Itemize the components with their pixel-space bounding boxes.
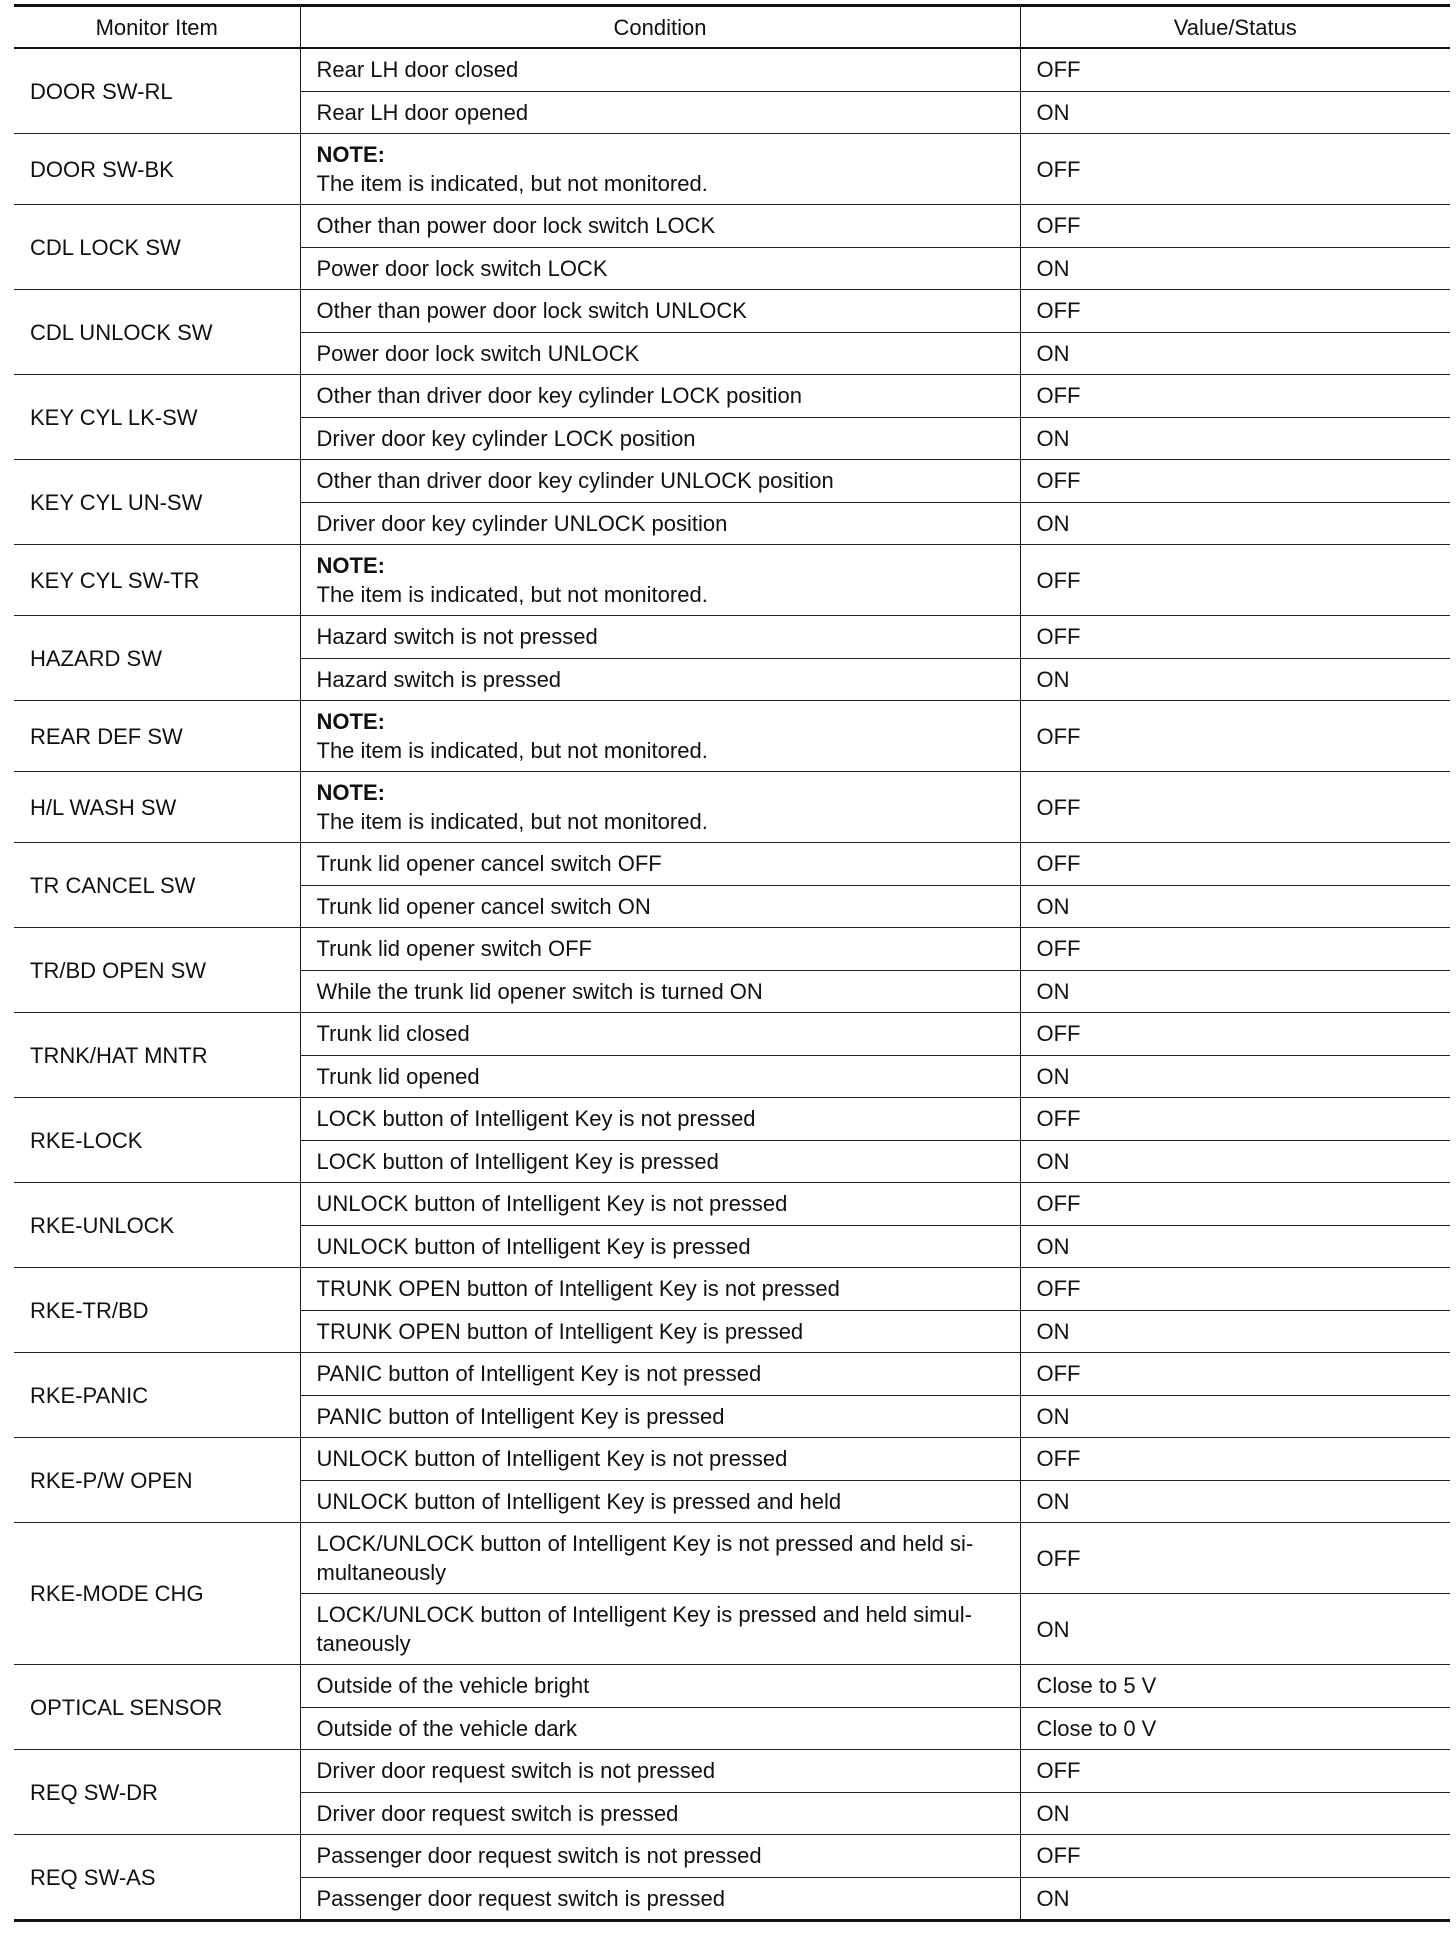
note-label: NOTE:	[316, 142, 385, 167]
table-row	[14, 1665, 1450, 1708]
note-text: The item is indicated, but not monitored.	[316, 738, 708, 763]
condition-cell: PANIC button of Intelligent Key is pressed	[300, 1395, 1020, 1438]
monitor-item-table	[14, 4, 1450, 1922]
table-row	[14, 928, 1450, 971]
monitor-item-cell: DOOR SW-RL	[14, 48, 300, 134]
monitor-item-cell: REQ SW-AS	[14, 1835, 300, 1921]
value-cell: OFF	[1020, 545, 1450, 616]
monitor-item-cell: RKE-P/W OPEN	[14, 1438, 300, 1523]
condition-cell: LOCK/UNLOCK button of Intelligent Key is not pressed and held si- multaneously	[300, 1523, 1020, 1594]
table-body	[14, 48, 1450, 1921]
monitor-item-cell: DOOR SW-BK	[14, 134, 300, 205]
value-cell: OFF	[1020, 1268, 1450, 1311]
monitor-item-cell: CDL UNLOCK SW	[14, 290, 300, 375]
table-row	[14, 1183, 1450, 1226]
monitor-item-cell: RKE-PANIC	[14, 1353, 300, 1438]
value-cell: ON	[1020, 970, 1450, 1013]
note-text: The item is indicated, but not monitored.	[316, 809, 708, 834]
value-cell: ON	[1020, 1594, 1450, 1665]
value-cell: OFF	[1020, 1438, 1450, 1481]
table-row	[14, 1268, 1450, 1311]
table-row	[14, 772, 1450, 843]
condition-cell: Other than power door lock switch UNLOCK	[300, 290, 1020, 333]
table-row	[14, 545, 1450, 616]
condition-cell: UNLOCK button of Intelligent Key is pressed	[300, 1225, 1020, 1268]
condition-cell: PANIC button of Intelligent Key is not pressed	[300, 1353, 1020, 1396]
value-cell: OFF	[1020, 375, 1450, 418]
table-row	[14, 701, 1450, 772]
table-row	[14, 1438, 1450, 1481]
value-cell: OFF	[1020, 701, 1450, 772]
value-cell: ON	[1020, 91, 1450, 134]
value-cell: OFF	[1020, 772, 1450, 843]
value-cell: ON	[1020, 1225, 1450, 1268]
table-row	[14, 290, 1450, 333]
value-cell: ON	[1020, 1395, 1450, 1438]
value-cell: ON	[1020, 1877, 1450, 1921]
table-header	[14, 6, 1450, 49]
monitor-item-cell: TR CANCEL SW	[14, 843, 300, 928]
condition-cell: Rear LH door closed	[300, 48, 1020, 91]
monitor-item-cell: KEY CYL UN-SW	[14, 460, 300, 545]
monitor-item-cell: KEY CYL SW-TR	[14, 545, 300, 616]
value-cell: ON	[1020, 332, 1450, 375]
table-row	[14, 1098, 1450, 1141]
note-text: The item is indicated, but not monitored.	[316, 582, 708, 607]
table-row	[14, 205, 1450, 248]
value-cell: OFF	[1020, 1183, 1450, 1226]
table-row	[14, 843, 1450, 886]
table-row	[14, 375, 1450, 418]
value-cell: OFF	[1020, 928, 1450, 971]
value-cell: ON	[1020, 658, 1450, 701]
condition-cell: Passenger door request switch is pressed	[300, 1877, 1020, 1921]
table-row	[14, 1835, 1450, 1878]
monitor-item-cell: REQ SW-DR	[14, 1750, 300, 1835]
value-cell: ON	[1020, 885, 1450, 928]
monitor-item-cell: REAR DEF SW	[14, 701, 300, 772]
note-cell	[300, 134, 1020, 205]
value-cell: ON	[1020, 417, 1450, 460]
header-condition: Condition	[300, 6, 1020, 49]
condition-cell: LOCK/UNLOCK button of Intelligent Key is pressed and held simul- taneously	[300, 1594, 1020, 1665]
monitor-item-cell: KEY CYL LK-SW	[14, 375, 300, 460]
value-cell: OFF	[1020, 205, 1450, 248]
value-cell: ON	[1020, 1055, 1450, 1098]
monitor-item-cell: TR/BD OPEN SW	[14, 928, 300, 1013]
monitor-item-cell: OPTICAL SENSOR	[14, 1665, 300, 1750]
condition-cell: Trunk lid opened	[300, 1055, 1020, 1098]
value-cell: OFF	[1020, 1353, 1450, 1396]
table-row	[14, 134, 1450, 205]
monitor-item-cell: RKE-LOCK	[14, 1098, 300, 1183]
table-row	[14, 616, 1450, 659]
table-row	[14, 1523, 1450, 1594]
condition-cell: Trunk lid opener cancel switch ON	[300, 885, 1020, 928]
table-row	[14, 48, 1450, 91]
table-row	[14, 460, 1450, 503]
condition-cell: LOCK button of Intelligent Key is not pressed	[300, 1098, 1020, 1141]
value-cell: OFF	[1020, 134, 1450, 205]
value-cell: ON	[1020, 1480, 1450, 1523]
value-cell: OFF	[1020, 460, 1450, 503]
note-cell	[300, 701, 1020, 772]
condition-cell: Driver door key cylinder UNLOCK position	[300, 502, 1020, 545]
header-value-status: Value/Status	[1020, 6, 1450, 49]
note-cell	[300, 545, 1020, 616]
monitor-item-cell: CDL LOCK SW	[14, 205, 300, 290]
condition-cell: Outside of the vehicle dark	[300, 1707, 1020, 1750]
condition-cell: Outside of the vehicle bright	[300, 1665, 1020, 1708]
value-cell: ON	[1020, 502, 1450, 545]
value-cell: OFF	[1020, 1013, 1450, 1056]
condition-cell: Other than power door lock switch LOCK	[300, 205, 1020, 248]
table-row	[14, 1750, 1450, 1793]
value-cell: OFF	[1020, 1835, 1450, 1878]
value-cell: ON	[1020, 1140, 1450, 1183]
table-row	[14, 1013, 1450, 1056]
value-cell: OFF	[1020, 1523, 1450, 1594]
condition-cell: LOCK button of Intelligent Key is pressed	[300, 1140, 1020, 1183]
condition-cell: UNLOCK button of Intelligent Key is pressed and held	[300, 1480, 1020, 1523]
condition-cell: Power door lock switch LOCK	[300, 247, 1020, 290]
value-cell: OFF	[1020, 1098, 1450, 1141]
condition-cell: While the trunk lid opener switch is turned ON	[300, 970, 1020, 1013]
monitor-item-cell: RKE-MODE CHG	[14, 1523, 300, 1665]
monitor-item-cell: RKE-UNLOCK	[14, 1183, 300, 1268]
note-label: NOTE:	[316, 553, 385, 578]
condition-cell: Driver door key cylinder LOCK position	[300, 417, 1020, 460]
condition-cell: UNLOCK button of Intelligent Key is not pressed	[300, 1183, 1020, 1226]
condition-cell: TRUNK OPEN button of Intelligent Key is pressed	[300, 1310, 1020, 1353]
monitor-item-cell: TRNK/HAT MNTR	[14, 1013, 300, 1098]
condition-cell: Trunk lid closed	[300, 1013, 1020, 1056]
value-cell: OFF	[1020, 48, 1450, 91]
header-monitor-item: Monitor Item	[14, 6, 300, 49]
condition-cell: Hazard switch is pressed	[300, 658, 1020, 701]
condition-cell: Driver door request switch is not pressed	[300, 1750, 1020, 1793]
monitor-item-cell: RKE-TR/BD	[14, 1268, 300, 1353]
value-cell: Close to 0 V	[1020, 1707, 1450, 1750]
condition-cell: Trunk lid opener cancel switch OFF	[300, 843, 1020, 886]
condition-cell: Rear LH door opened	[300, 91, 1020, 134]
condition-cell: TRUNK OPEN button of Intelligent Key is not pressed	[300, 1268, 1020, 1311]
value-cell: OFF	[1020, 616, 1450, 659]
condition-cell: Power door lock switch UNLOCK	[300, 332, 1020, 375]
note-cell	[300, 772, 1020, 843]
condition-cell: UNLOCK button of Intelligent Key is not pressed	[300, 1438, 1020, 1481]
note-label: NOTE:	[316, 709, 385, 734]
condition-cell: Driver door request switch is pressed	[300, 1792, 1020, 1835]
monitor-item-cell: H/L WASH SW	[14, 772, 300, 843]
note-text: The item is indicated, but not monitored.	[316, 171, 708, 196]
document-page	[14, 4, 1452, 1922]
condition-cell: Hazard switch is not pressed	[300, 616, 1020, 659]
condition-cell: Other than driver door key cylinder UNLOCK position	[300, 460, 1020, 503]
value-cell: Close to 5 V	[1020, 1665, 1450, 1708]
value-cell: OFF	[1020, 1750, 1450, 1793]
condition-cell: Other than driver door key cylinder LOCK position	[300, 375, 1020, 418]
note-label: NOTE:	[316, 780, 385, 805]
value-cell: ON	[1020, 247, 1450, 290]
monitor-item-cell: HAZARD SW	[14, 616, 300, 701]
value-cell: ON	[1020, 1792, 1450, 1835]
condition-cell: Passenger door request switch is not pressed	[300, 1835, 1020, 1878]
condition-cell: Trunk lid opener switch OFF	[300, 928, 1020, 971]
table-row	[14, 1353, 1450, 1396]
value-cell: OFF	[1020, 843, 1450, 886]
value-cell: OFF	[1020, 290, 1450, 333]
value-cell: ON	[1020, 1310, 1450, 1353]
